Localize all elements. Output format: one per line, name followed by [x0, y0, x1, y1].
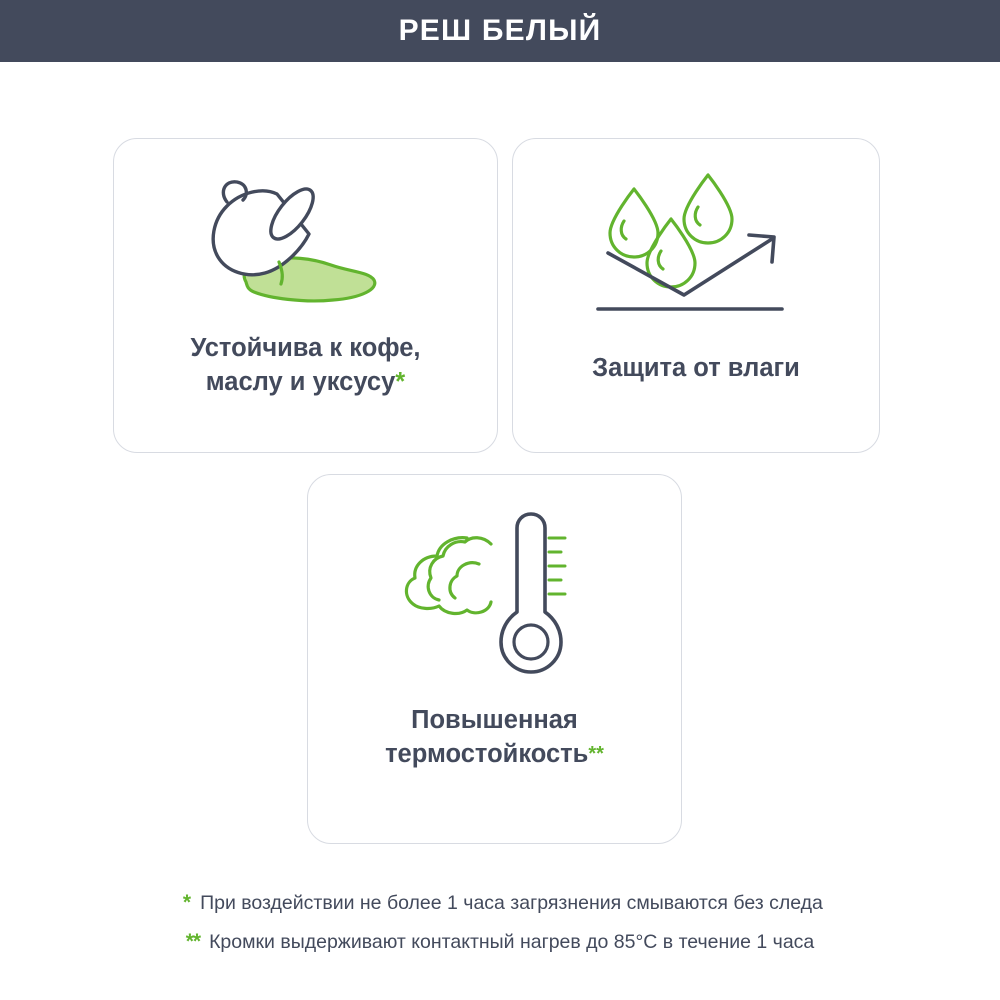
footnote-marker: * — [182, 891, 192, 914]
page-title: РЕШ БЕЛЫЙ — [398, 14, 602, 47]
card-caption — [114, 331, 497, 399]
feature-card-moisture-protection — [512, 138, 880, 453]
card-caption-line2: маслу и уксусу — [205, 368, 396, 396]
footnote-text: При воздействии не более 1 часа загрязнения смываются без следа — [200, 892, 823, 914]
feature-card-heat-resistance — [307, 474, 682, 844]
feature-card-stain-resistance — [113, 138, 498, 453]
footnote-marker: ** — [185, 930, 201, 953]
card-caption-line1: Устойчива к кофе, — [190, 334, 421, 362]
card-caption-line2: термостойкость — [385, 740, 589, 768]
footnote-item — [0, 927, 1000, 957]
footnote-item — [0, 888, 1000, 918]
card-caption — [513, 351, 879, 385]
footnote-text: Кромки выдерживают контактный нагрев до 85°С в течение 1 часа — [209, 931, 815, 953]
footnotes — [0, 888, 1000, 966]
card-caption — [308, 703, 681, 771]
water-drops-repellent-icon — [513, 167, 879, 317]
thermometer-steam-icon — [308, 503, 681, 688]
footnote-marker: ** — [588, 743, 604, 765]
card-caption-line1: Повышенная — [411, 706, 578, 734]
footnote-marker: * — [395, 368, 406, 396]
header-bar — [0, 0, 1000, 62]
spilled-cup-icon — [114, 167, 497, 317]
card-caption-line1: Защита от влаги — [592, 354, 800, 382]
